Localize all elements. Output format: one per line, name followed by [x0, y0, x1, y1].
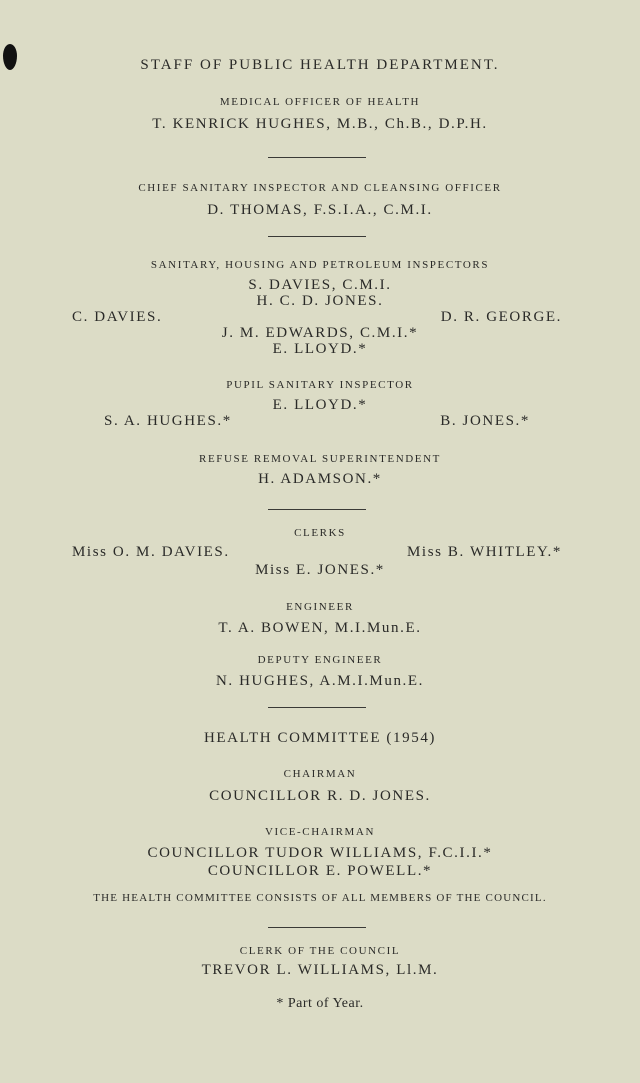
divider-4	[268, 707, 366, 708]
sanitary-line4: J. M. EDWARDS, C.M.I.*	[221, 325, 419, 341]
sanitary-right: D. R. GEORGE.	[440, 309, 562, 325]
sanitary-line2: H. C. D. JONES.	[256, 293, 384, 309]
clerk-council-heading: CLERK OF THE COUNCIL	[239, 945, 401, 957]
csi-heading: CHIEF SANITARY INSPECTOR AND CLEANSING OFFICER	[138, 182, 502, 194]
clerk-council-name: TREVOR L. WILLIAMS, Ll.M.	[201, 962, 439, 978]
engineer-heading: ENGINEER	[286, 601, 354, 613]
sanitary-left: C. DAVIES.	[72, 309, 163, 325]
moh-name: T. KENRICK HUGHES, M.B., Ch.B., D.P.H.	[152, 116, 488, 132]
chairman-name: COUNCILLOR R. D. JONES.	[209, 788, 431, 804]
refuse-heading: REFUSE REMOVAL SUPERINTENDENT	[199, 453, 441, 465]
clerks-heading: CLERKS	[294, 527, 346, 539]
engineer-name: T. A. BOWEN, M.I.Mun.E.	[218, 620, 422, 636]
pupil-center: E. LLOYD.*	[272, 397, 368, 413]
deputy-heading: DEPUTY ENGINEER	[257, 654, 383, 666]
clerks-center: Miss E. JONES.*	[255, 562, 385, 578]
moh-heading: MEDICAL OFFICER OF HEALTH	[219, 96, 421, 108]
divider-5	[268, 927, 366, 928]
clerks-left: Miss O. M. DAVIES.	[72, 544, 230, 560]
divider-3	[268, 509, 366, 510]
sanitary-line1: S. DAVIES, C.M.I.	[248, 277, 392, 293]
vice-name-2: COUNCILLOR E. POWELL.*	[207, 863, 433, 879]
divider-1	[268, 157, 366, 158]
sanitary-line5: E. LLOYD.*	[272, 341, 368, 357]
vice-name-1: COUNCILLOR TUDOR WILLIAMS, F.C.I.I.*	[147, 845, 493, 861]
vice-heading: VICE-CHAIRMAN	[264, 826, 376, 838]
refuse-name: H. ADAMSON.*	[258, 471, 382, 487]
divider-2	[268, 236, 366, 237]
committee-title: HEALTH COMMITTEE (1954)	[203, 730, 437, 746]
footnote: * Part of Year.	[276, 996, 364, 1011]
deputy-name: N. HUGHES, A.M.I.Mun.E.	[215, 673, 425, 689]
csi-name: D. THOMAS, F.S.I.A., C.M.I.	[207, 202, 433, 218]
page-title: STAFF OF PUBLIC HEALTH DEPARTMENT.	[140, 57, 500, 73]
sanitary-heading: SANITARY, HOUSING AND PETROLEUM INSPECTORS	[150, 259, 490, 271]
pupil-right: B. JONES.*	[440, 413, 530, 429]
chairman-heading: CHAIRMAN	[283, 768, 357, 780]
pupil-left: S. A. HUGHES.*	[104, 413, 232, 429]
committee-note: THE HEALTH COMMITTEE CONSISTS OF ALL MEMBERS OF THE COUNCIL.	[93, 892, 547, 904]
clerks-right: Miss B. WHITLEY.*	[407, 544, 562, 560]
pupil-heading: PUPIL SANITARY INSPECTOR	[226, 379, 414, 391]
